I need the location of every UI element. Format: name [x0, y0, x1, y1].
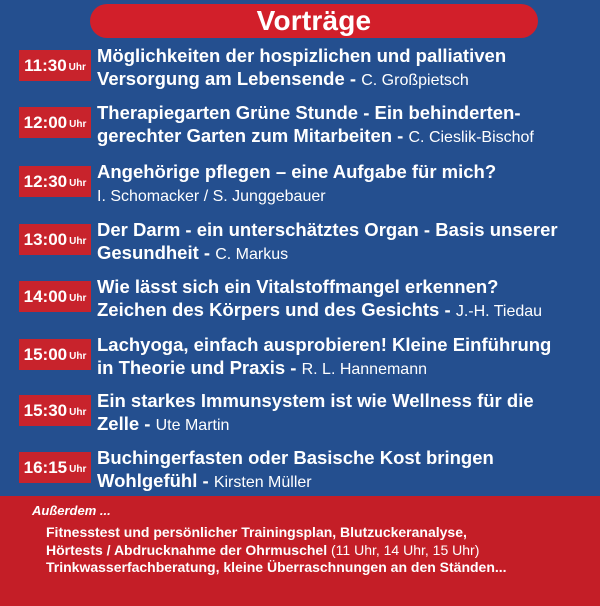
talk-title-line2: gerechter Garten zum Mitarbeiten [97, 125, 393, 146]
time-value: 11:30 [24, 55, 67, 75]
speaker-separator: - [344, 68, 362, 89]
time-unit: Uhr [69, 119, 87, 130]
time-value: 12:30 [23, 171, 68, 191]
footer-line2-times: (11 Uhr, 14 Uhr, 15 Uhr) [327, 541, 480, 558]
talk-title-line1: Buchingerfasten oder Basische Kost bringen [97, 447, 494, 468]
speaker-separator: - [439, 299, 456, 320]
speaker-separator: - [392, 125, 409, 146]
footer-panel [0, 496, 600, 606]
time-value: 14:00 [23, 286, 68, 306]
time-unit: Uhr [69, 293, 87, 304]
time-value: 15:30 [23, 400, 68, 420]
talk-title-line1: Der Darm - ein unterschätztes Organ - Basis unserer [97, 219, 558, 240]
time-unit: Uhr [69, 464, 87, 475]
time-badge [19, 452, 91, 483]
time-value: 13:00 [23, 229, 68, 249]
talk-text [97, 446, 597, 494]
talk-title-line1: Ein starkes Immunsystem ist wie Wellness für die [97, 390, 534, 411]
speaker-separator: - [197, 470, 214, 491]
talk-text [97, 333, 597, 381]
talk-text [97, 44, 597, 92]
time-badge [19, 224, 91, 255]
speaker-separator: - [285, 357, 302, 378]
speaker-name: C. Großpietsch [361, 72, 469, 89]
talk-title-line2: Gesundheit [97, 242, 199, 263]
speaker-name: C. Cieslik-Bischof [408, 129, 534, 146]
page-title [90, 4, 538, 38]
talk-title-line1: Wie lässt sich ein Vitalstoffmangel erkennen? [97, 276, 499, 297]
time-value: 12:00 [23, 112, 68, 132]
time-badge [19, 395, 91, 426]
speaker-name: Ute Martin [155, 417, 230, 434]
time-badge [19, 339, 91, 370]
time-value: 16:15 [23, 457, 68, 477]
talk-text [97, 160, 597, 208]
time-value: 15:00 [23, 344, 68, 364]
talk-title-line2: Wohlgefühl [97, 470, 198, 491]
footer-line1: Fitnesstest und persönlicher Trainingsplan, Blutzuckeranalyse, [46, 524, 467, 540]
speaker-name: Kirsten Müller [213, 474, 312, 491]
footer-line2-bold: Hörtests / Abdrucknahme der Ohrmuschel [46, 541, 328, 558]
speaker-name: I. Schomacker / S. Junggebauer [97, 188, 326, 205]
talk-title-line2: Versorgung am Lebensende [97, 68, 345, 89]
time-unit: Uhr [68, 62, 86, 73]
talk-title-line1: Möglichkeiten der hospizlichen und palliativen [97, 45, 507, 66]
time-badge [19, 50, 91, 81]
footer-text [46, 524, 586, 577]
talk-title-line1: Angehörige pflegen – eine Aufgabe für mich? [97, 161, 497, 182]
talk-title-line1: Therapiegarten Grüne Stunde - Ein behinderten- [97, 102, 521, 123]
speaker-name: J.-H. Tiedau [455, 303, 543, 320]
talk-text [97, 275, 597, 323]
time-unit: Uhr [69, 178, 87, 189]
time-badge [19, 281, 91, 312]
time-unit: Uhr [69, 351, 87, 362]
speaker-separator: - [198, 242, 216, 263]
time-unit: Uhr [69, 236, 87, 247]
talk-title-line2: in Theorie und Praxis [97, 357, 286, 378]
speaker-name: R. L. Hannemann [301, 361, 427, 378]
talk-title-line2: Zelle [97, 413, 140, 434]
page-title-text: Vorträge [256, 5, 372, 36]
footer-line3: Trinkwasserfachberatung, kleine Überraschnungen an den Ständen... [46, 559, 507, 575]
speaker-name: C. Markus [215, 246, 289, 263]
speaker-separator: - [139, 413, 156, 434]
talk-title-line1: Lachyoga, einfach ausprobieren! Kleine Einführung [97, 334, 552, 355]
talk-text [97, 389, 597, 437]
talk-text [97, 218, 597, 266]
footer-title: Außerdem ... [32, 503, 111, 518]
talk-title-line2: Zeichen des Körpers und des Gesichts [97, 299, 440, 320]
talk-text [97, 101, 597, 149]
time-unit: Uhr [69, 407, 87, 418]
time-badge [19, 107, 91, 138]
time-badge [19, 166, 91, 197]
